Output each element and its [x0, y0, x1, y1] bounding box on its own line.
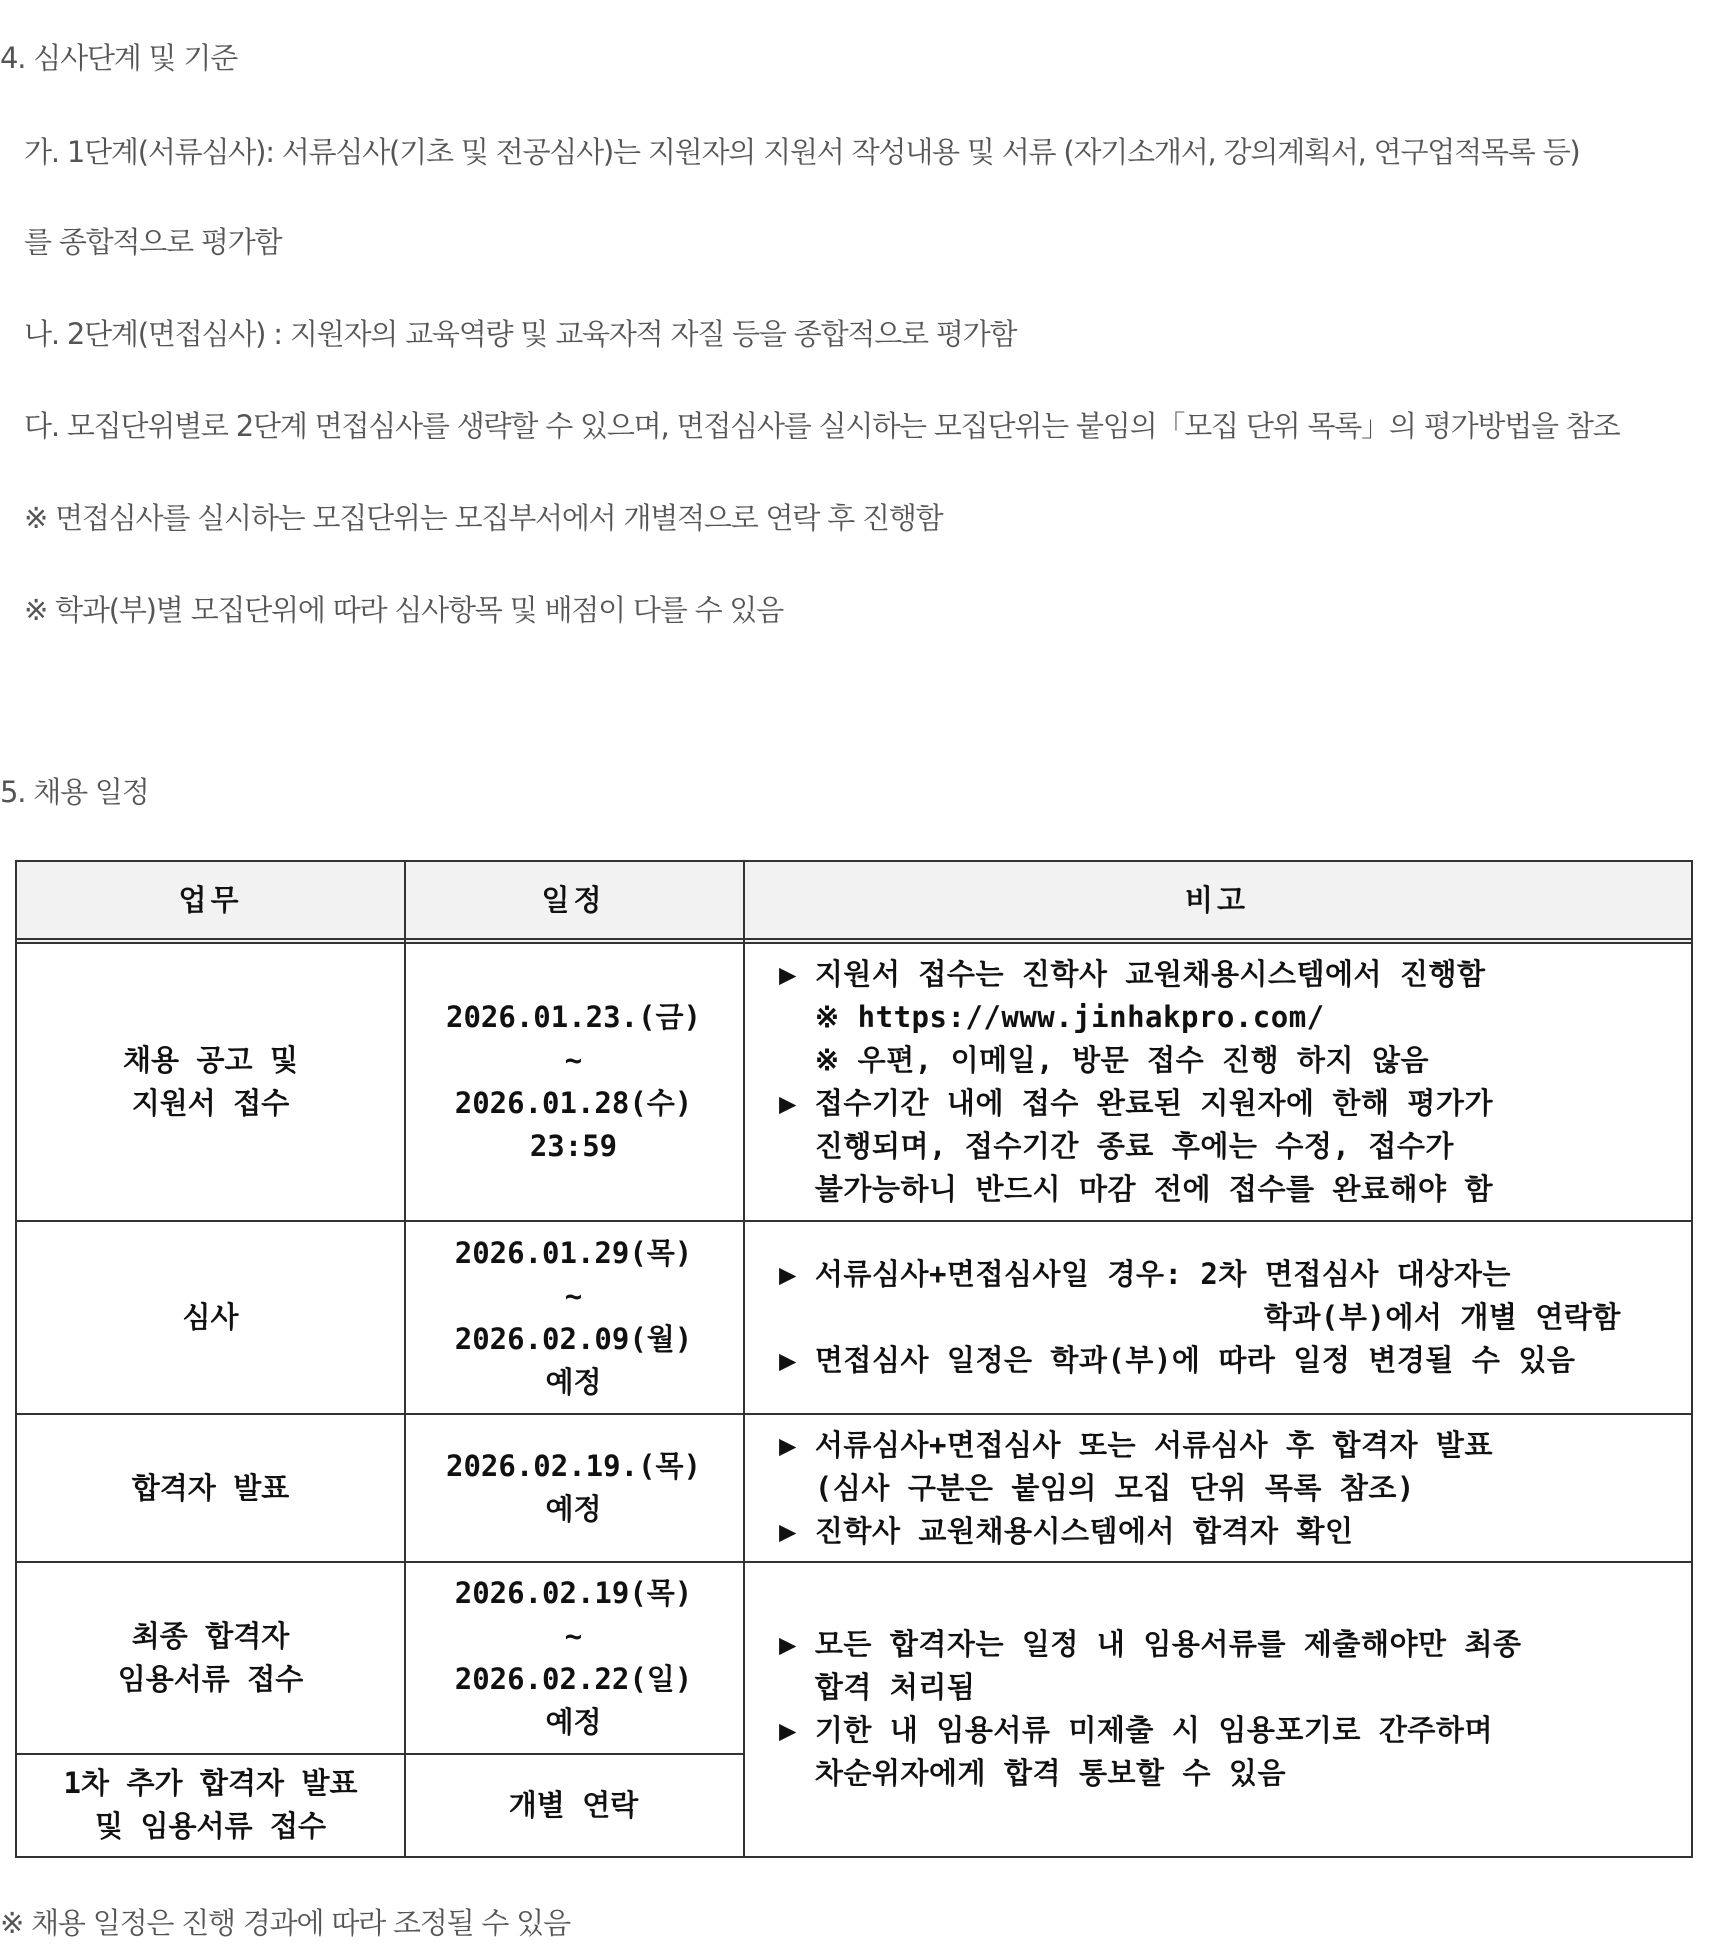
- section-5-title: 5. 채용 일정: [0, 775, 149, 809]
- row-1-date: 2026.01.23.(금) ~ 2026.01.28(수) 23:59: [446, 1000, 701, 1163]
- row-3-remark: ▶ 서류심사+면접심사 또는 서류심사 후 합격자 발표 (심사 구분은 붙임의 모집 단위 목록 참조) ▶ 진학사 교원채용시스템에서 합격자 확인: [779, 1427, 1493, 1548]
- schedule-footer-note: ※ 채용 일정은 진행 경과에 따라 조정될 수 있음: [0, 1906, 570, 1940]
- header-task: 업무: [178, 882, 243, 917]
- row-2-date: 2026.01.29(목) ~ 2026.02.09(월) 예정: [454, 1235, 693, 1399]
- criteria-item-da: 다. 모집단위별로 2단계 면접심사를 생략할 수 있으며, 면접심사를 실시하는 모집단위는 붙임의「모집 단위 목록」의 평가방법을 참조: [24, 409, 1620, 443]
- criteria-note-1: ※ 면접심사를 실시하는 모집단위는 모집부서에서 개별적으로 연락 후 진행함: [24, 501, 943, 535]
- row-4-task: 최종 합격자 임용서류 접수: [117, 1619, 304, 1696]
- header-remark: 비고: [1184, 882, 1250, 917]
- row-2-remark: ▶ 서류심사+면접심사일 경우: 2차 면접심사 대상자는 학과(부)에서 개별 연락함 ▶ 면접심사 일정은 학과(부)에 따라 일정 변경될 수 있음: [779, 1257, 1621, 1377]
- row-5-date: 개별 연락: [508, 1787, 639, 1822]
- criteria-item-ga-line1: 가. 1단계(서류심사): 서류심사(기초 및 전공심사)는 지원자의 지원서 작성내용 및 서류 (자기소개서, 강의계획서, 연구업적목록 등): [24, 135, 1580, 169]
- row-2-task: 심사: [182, 1300, 239, 1334]
- column-divider: [743, 862, 745, 1856]
- schedule-table: [15, 860, 1693, 1858]
- criteria-item-ga-line2: 를 종합적으로 평가함: [24, 225, 282, 259]
- row-1-task: 채용 공고 및 지원서 접수: [123, 1043, 298, 1120]
- header-date: 일정: [541, 882, 606, 917]
- row-5-task: 1차 추가 합격자 발표 및 임용서류 접수: [63, 1766, 358, 1843]
- row-4-remark: ▶ 모든 합격자는 일정 내 임용서류를 제출해야만 최종 합격 처리됨 ▶ 기한 내 임용서류 미제출 시 임용포기로 간주하며 차순위자에게 합격 통보할 수 있음: [779, 1627, 1522, 1790]
- criteria-note-2: ※ 학과(부)별 모집단위에 따라 심사항목 및 배점이 다를 수 있음: [24, 593, 784, 627]
- row-3-task: 합격자 발표: [131, 1470, 290, 1505]
- row-1-remark: ▶ 지원서 접수는 진학사 교원채용시스템에서 진행함 ※ https://www.jinhakpro.com/ ※ 우편, 이메일, 방문 접수 진행 하지 않음 ▶ 접수기간 내에 접수 완료된 지원자에 한해 평가가 진행되며, 접수기간 종료 후에는 수정, 접수가 불가능하니 반드시 마감 전에 접수를 완료해야 함: [779, 957, 1493, 1206]
- criteria-item-na: 나. 2단계(면접심사) : 지원자의 교육역량 및 교육자적 자질 등을 종합적으로 평가함: [24, 317, 1017, 351]
- section-4-title: 4. 심사단계 및 기준: [0, 41, 238, 75]
- row-3-date: 2026.02.19.(목) 예정: [446, 1449, 701, 1526]
- row-4-date: 2026.02.19(목) ~ 2026.02.22(일) 예정: [454, 1576, 693, 1739]
